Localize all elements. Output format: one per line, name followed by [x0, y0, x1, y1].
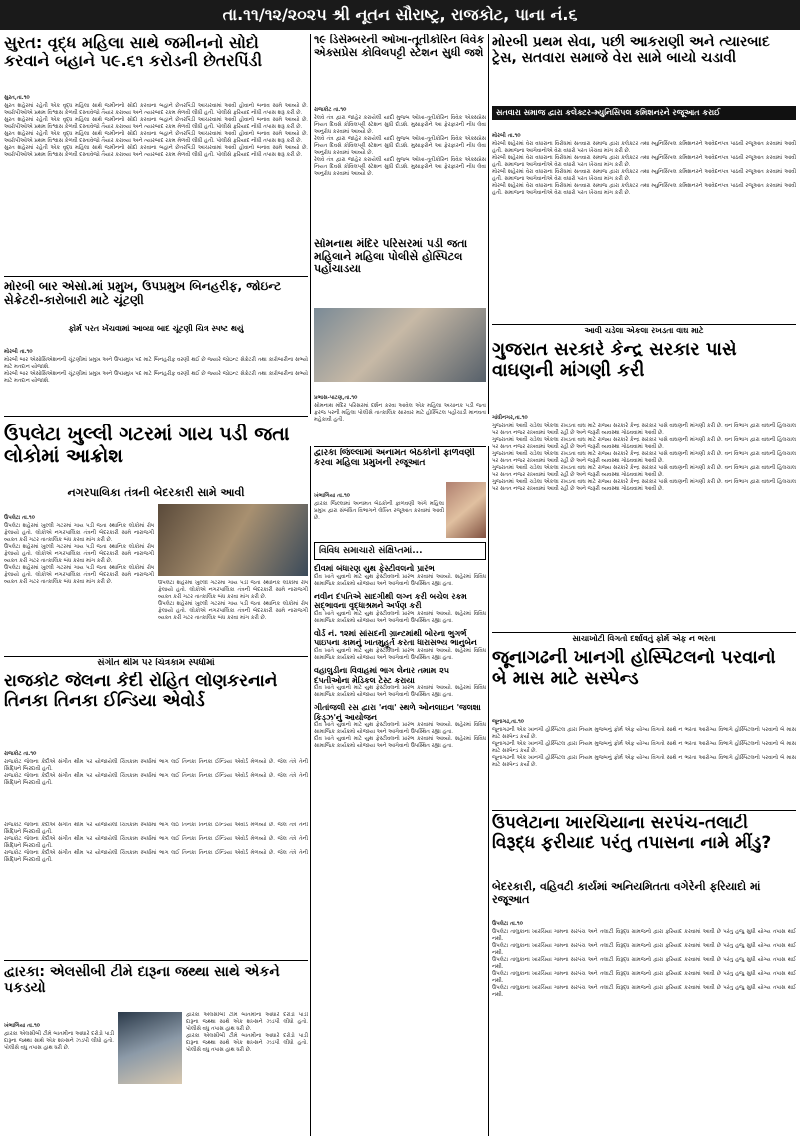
masthead: તા.૧૧/૧૨/૨૦૨૫ શ્રી નૂતન સૌરાષ્ટ્ર, રાજકોટ, પાના નં.૬: [0, 0, 800, 30]
surat-body-2: સુરત શહેરમાં રહેતી એક વૃદ્ધ મહિલા સાથે જમીનનો સોદો કરવાના બહાને છેતરપિંડી આચરવામાં આવી હોવાનો બનાવ સામે આવ્યો છે. આરોપીઓએ પ્રથમ વિશ્વાસ કેળવી દસ્તાવેજો તૈયાર કરાવ્યા અને ત્યારબાદ રકમ મેળવી લીધી હતી. પોલીસે ફરિયાદ નોંધી તપાસ શરૂ કરી છે.: [4, 117, 308, 130]
lion-article: [492, 404, 796, 630]
upleta-cow-article-2: [158, 580, 308, 650]
somnath-headline-box: [314, 238, 486, 308]
dwarka-lcb-body: દ્વારકા એલસીબી ટીમે બાતમીના આધારે દરોડો પાડી દારૂના જથ્થા સાથે એક શખ્સને ઝડપી લીધો હતો. પોલીસે વધુ તપાસ હાથ ધરી છે.: [4, 1031, 114, 1051]
somnath-body: સોમનાથ મંદિર પરિસરમાં દર્શન કરવા આવેલ એક મહિલા અચાનક પડી જતા ફરજ પરની મહિલા પોલીસે તાત્કાલિક સારવાર માટે હોસ્પિટલ પહોંચાડી માનવતા મહેકાવી હતી.: [314, 403, 486, 423]
morbi-first-headline: મોરબી પ્રથમ સેવા, પછી આકરાણી અને ત્યારબાદ ટ્રેસ, સતવારા સમાજે વેરા સામે બાયો ચડાવી: [492, 34, 770, 67]
upleta-sarpanch-subhead: બેદરકારી, વહિવટી કાર્યમાં અનિયમિતતા વગેરેની ફરિયાદો માં રજૂઆત: [492, 880, 761, 907]
upleta-cow-body-5: ઉપલેટા શહેરમાં ખુલ્લી ગટરમાં ગાય પડી જતા સ્થાનિક લોકોમાં રોષ ફેલાયો હતો. લોકોએ નગરપાલિકા તંત્રની બેદરકારી સામે નારાજગી વ્યક્ત કરી ગટર તાત્કાલિક બંધ કરવા માંગ કરી છે.: [158, 601, 308, 621]
brief-item1-title: દીવમાં બંધારણ યુથ ફેસ્ટીવલનો પ્રારંભ: [314, 564, 435, 573]
somnath-headline: સોમનાથ મંદિર પરિસરમાં પડી જતા મહિલાને મહિલા પોલીસે હોસ્પિટલ પહોંચાડયા: [314, 238, 468, 276]
rajkot-jail-headline-box: [4, 672, 308, 738]
upleta-cow-subhead: નગરપાલિકા તંત્રની બેદરકારી સામે આવી: [67, 486, 245, 499]
section-rule: [314, 446, 486, 447]
dwarka-lcb-headline: દ્વારકા: એલસીબી ટીમે દારૂના જથ્થા સાથે એકને પકડયો: [4, 964, 280, 997]
junagadh-kicker: સાચાખોટી વિગતો દર્શાવતું ફોર્મ એફ ન ભરતા: [572, 634, 716, 643]
morbi-first-subhead: સતવારા સમાજ દ્વારા કલેક્ટર-મ્યુનિસિપલ કમિશનરને રજૂઆત કરાઈ: [492, 106, 796, 120]
upleta-sarpanch-body-4: ઉપલેટા તાલુકાના ખારચિયા ગામના સરપંચ અને તલાટી વિરૂદ્ધ ગ્રામજનો દ્વારા ફરિયાદ કરવામાં આવી છે પરંતુ હજુ સુધી યોગ્ય તપાસ થઈ નથી.: [492, 971, 796, 984]
column-rule: [488, 446, 489, 1136]
rajkot-jail-body-5: રાજકોટ જેલના કેદીએ સંગીત થીમ પર યોજાયેલી ચિત્રકામ સ્પર્ધામાં ભાગ લઈ તિનકા તિનકા ઈન્ડિયા એવોર્ડ મેળવ્યો છે. જેલ તંત્રે તેની સિદ્ધિને બિરદાવી હતી.: [4, 850, 308, 863]
upleta-sarpanch-article: [492, 910, 796, 1132]
lion-kicker-box: [492, 326, 796, 338]
rajkot-jail-body-2: રાજકોટ જેલના કેદીએ સંગીત થીમ પર યોજાયેલી ચિત્રકામ સ્પર્ધામાં ભાગ લઈ તિનકા તિનકા ઈન્ડિયા એવોર્ડ મેળવ્યો છે. જેલ તંત્રે તેની સિદ્ધિને બિરદાવી હતી.: [4, 773, 308, 786]
upleta-sarpanch-body-3: ઉપલેટા તાલુકાના ખારચિયા ગામના સરપંચ અને તલાટી વિરૂદ્ધ ગ્રામજનો દ્વારા ફરિયાદ કરવામાં આવી છે પરંતુ હજુ સુધી યોગ્ય તપાસ થઈ નથી.: [492, 957, 796, 970]
brief-item3-title: વોર્ડ નં. ૧૨માં સાંસદની ગ્રાન્ટમાંથી બોરના ભુગર્ભ પાઇપના કામનું ખાતમુહૂર્ત કરતા ધારાસભ્ય ભાનુબેન: [314, 628, 477, 648]
dwarka-lcb-photo: [118, 1012, 182, 1084]
dwarka-women-portrait: [446, 482, 486, 538]
brief-item2-body: દીવ ખાતે યુવાનો માટે યુથ ફેસ્ટીવલનો પ્રારંભ કરવામાં આવ્યો. શહેરમાં વિવિધ સામાજિક કાર્યક્રમો યોજાયા અને આગેવાનો ઉપસ્થિત રહ્યા હતા.: [314, 610, 486, 624]
upleta-cow-article: [4, 504, 154, 654]
okha-article: [314, 96, 486, 236]
morbi-bar-subhead: ફોર્મ પરત ખેંચવામાં આવ્યા બાદ ચૂંટણી ચિત્ર સ્પષ્ટ થયું: [68, 324, 244, 333]
lion-body: ગુજરાતમાં આવી ચડેલા એકલા રખડતા વાઘ માટે રાજ્ય સરકારે કેન્દ્ર સરકાર પાસે વાઘણની માંગણી કરી છે. વન વિભાગ દ્વારા વાઘની હિલચાલ પર સતત નજર રાખવામાં આવી રહી છે અને જરૂરી વ્યવસ્થા ગોઠવવામાં આવી છે.: [492, 423, 796, 436]
rajkot-jail-dateline: રાજકોટ તા.૧૦: [4, 751, 37, 757]
morbi-bar-headline-box: [4, 280, 308, 322]
lion-headline: ગુજરાત સરકારે કેન્દ્ર સરકાર પાસે વાઘણની માંગણી કરી: [492, 340, 737, 381]
upleta-cow-photo: [158, 504, 308, 576]
okha-body-3: રેલવે તંત્ર દ્વારા જાહેર કરાયેલી યાદી મુજબ ઓખા-તૂતીકોરિન વિવેક એક્સપ્રેસ નિયત દિવસે કોવિલપટ્ટી સ્ટેશન સુધી દોડશે. મુસાફરોને આ ફેરફારની નોંધ લેવા અનુરોધ કરવામાં આવ્યો છે.: [314, 157, 486, 177]
brief-column: [314, 562, 486, 1136]
lion-headline-box: [492, 340, 796, 402]
morbi-bar-body: મોરબી બાર એસોસિએશનની ચૂંટણીમાં પ્રમુખ અને ઉપપ્રમુખ પદ માટે બિનહરીફ વરણી થઈ છે જ્યારે જોઇન્ટ સેક્રેટરી તથા કારોબારીના સભ્યો માટે મતદાન યોજાશે.: [4, 357, 308, 370]
okha-headline-box: [314, 34, 486, 96]
junagadh-headline-box: [492, 648, 796, 706]
dwarka-lcb-article-2: [186, 1012, 308, 1130]
upleta-sarpanch-body: ઉપલેટા તાલુકાના ખારચિયા ગામના સરપંચ અને તલાટી વિરૂદ્ધ ગ્રામજનો દ્વારા ફરિયાદ કરવામાં આવી છે પરંતુ હજુ સુધી યોગ્ય તપાસ થઈ નથી.: [492, 929, 796, 942]
morbi-first-headline-box: [492, 34, 796, 104]
somnath-dateline: પ્રભાસ-પાટણ,તા.૧૦: [314, 395, 358, 401]
dwarka-lcb-body-2: દ્વારકા એલસીબી ટીમે બાતમીના આધારે દરોડો પાડી દારૂના જથ્થા સાથે એક શખ્સને ઝડપી લીધો હતો. પોલીસે વધુ તપાસ હાથ ધરી છે.: [186, 1012, 308, 1032]
dwarka-women-dateline: ખંભાળિયા તા.૧૦: [314, 493, 350, 499]
junagadh-headline: જૂનાગઢની ખાનગી હોસ્પિટલનો પરવાનો બે માસ માટે સસ્પેન્ડ: [492, 648, 776, 689]
upleta-cow-subhead-box: [4, 486, 308, 502]
rajkot-jail-body: રાજકોટ જેલના કેદીએ સંગીત થીમ પર યોજાયેલી ચિત્રકામ સ્પર્ધામાં ભાગ લઈ તિનકા તિનકા ઈન્ડિયા એવોર્ડ મેળવ્યો છે. જેલ તંત્રે તેની સિદ્ધિને બિરદાવી હતી.: [4, 759, 308, 772]
brief-item5-body-2: દીવ ખાતે યુવાનો માટે યુથ ફેસ્ટીવલનો પ્રારંભ કરવામાં આવ્યો. શહેરમાં વિવિધ સામાજિક કાર્યક્રમો યોજાયા અને આગેવાનો ઉપસ્થિત રહ્યા હતા.: [314, 736, 486, 750]
upleta-sarpanch-body-5: ઉપલેટા તાલુકાના ખારચિયા ગામના સરપંચ અને તલાટી વિરૂદ્ધ ગ્રામજનો દ્વારા ફરિયાદ કરવામાં આવી છે પરંતુ હજુ સુધી યોગ્ય તપાસ થઈ નથી.: [492, 985, 796, 998]
upleta-cow-body-4: ઉપલેટા શહેરમાં ખુલ્લી ગટરમાં ગાય પડી જતા સ્થાનિક લોકોમાં રોષ ફેલાયો હતો. લોકોએ નગરપાલિકા તંત્રની બેદરકારી સામે નારાજગી વ્યક્ત કરી ગટર તાત્કાલિક બંધ કરવા માંગ કરી છે.: [158, 580, 308, 600]
morbi-first-body: મોરબી શહેરમાં વેરા વધારાના વિરોધમાં સતવારા સમાજ દ્વારા કલેક્ટર તથા મ્યુનિસિપલ કમિશનરને આવેદનપત્ર પાઠવી રજૂઆત કરવામાં આવી હતી. સમાજના આગેવાનોએ વેરા વધારો પરત ખેંચવા માંગ કરી છે.: [492, 141, 796, 154]
section-rule: [492, 324, 796, 325]
column-rule: [310, 34, 311, 414]
rajkot-jail-kicker: સંગીત થીમ પર ચિત્રકામ સ્પર્ધામાં: [97, 658, 215, 668]
dwarka-women-headline-box: [314, 448, 486, 480]
morbi-bar-article: [4, 338, 308, 416]
upleta-cow-headline: ઉપલેટા ખુલ્લી ગટરમાં ગાય પડી જતા લોકોમાં આક્રોશ: [4, 424, 290, 467]
surat-headline-box: [4, 34, 308, 82]
somnath-photo: [314, 308, 486, 382]
surat-body-4: સુરત શહેરમાં રહેતી એક વૃદ્ધ મહિલા સાથે જમીનનો સોદો કરવાના બહાને છેતરપિંડી આચરવામાં આવી હોવાનો બનાવ સામે આવ્યો છે. આરોપીઓએ પ્રથમ વિશ્વાસ કેળવી દસ્તાવેજો તૈયાર કરાવ્યા અને ત્યારબાદ રકમ મેળવી લીધી હતી. પોલીસે ફરિયાદ નોંધી તપાસ શરૂ કરી છે.: [4, 145, 308, 158]
upleta-cow-body: ઉપલેટા શહેરમાં ખુલ્લી ગટરમાં ગાય પડી જતા સ્થાનિક લોકોમાં રોષ ફેલાયો હતો. લોકોએ નગરપાલિકા તંત્રની બેદરકારી સામે નારાજગી વ્યક્ત કરી ગટર તાત્કાલિક બંધ કરવા માંગ કરી છે.: [4, 523, 154, 543]
section-rule: [4, 960, 308, 961]
morbi-bar-subhead-box: [4, 324, 308, 336]
morbi-bar-dateline: મોરબી તા.૧૦: [4, 349, 33, 355]
upleta-cow-body-2: ઉપલેટા શહેરમાં ખુલ્લી ગટરમાં ગાય પડી જતા સ્થાનિક લોકોમાં રોષ ફેલાયો હતો. લોકોએ નગરપાલિકા તંત્રની બેદરકારી સામે નારાજગી વ્યક્ત કરી ગટર તાત્કાલિક બંધ કરવા માંગ કરી છે.: [4, 544, 154, 564]
okha-headline: ૧૯ ડિસેમ્બરની ઓખા-તૂતીકોરિન વિવેક એક્સપ્રેસ કોવિલપટ્ટી સ્ટેશન સુધી જશે: [314, 34, 485, 59]
junagadh-dateline: જૂનાગઢ,તા.૧૦: [492, 719, 524, 725]
morbi-bar-headline: મોરબી બાર એસો.માં પ્રમુખ, ઉપપ્રમુખ બિનહરીફ, જોઇન્ટ સેક્રેટરી-કારોબારી માટે ચૂંટણી: [4, 280, 282, 307]
okha-dateline: રાજકોટ તા.૧૦: [314, 107, 347, 113]
section-rule: [4, 656, 308, 657]
brief-item4-title: વહાલુડીના વિવાહમાં ભાગ લેનાર તમામ ૨૫ દંપતીઓના મેડિકલ ટેસ્ટ કરાયા: [314, 665, 450, 685]
rajkot-jail-article-2: [4, 822, 308, 958]
lion-body-5: ગુજરાતમાં આવી ચડેલા એકલા રખડતા વાઘ માટે રાજ્ય સરકારે કેન્દ્ર સરકાર પાસે વાઘણની માંગણી કરી છે. વન વિભાગ દ્વારા વાઘની હિલચાલ પર સતત નજર રાખવામાં આવી રહી છે અને જરૂરી વ્યવસ્થા ગોઠવવામાં આવી છે.: [492, 479, 796, 492]
rajkot-jail-kicker-box: [4, 658, 308, 670]
upleta-sarpanch-headline: ઉપલેટાના ખારચિયાના સરપંચ-તલાટી વિરૂદ્ધ ફરીયાદ પરંતુ તપાસના નામે મીંડુ?: [492, 814, 772, 853]
morbi-first-body-4: મોરબી શહેરમાં વેરા વધારાના વિરોધમાં સતવારા સમાજ દ્વારા કલેક્ટર તથા મ્યુનિસિપલ કમિશનરને આવેદનપત્ર પાઠવી રજૂઆત કરવામાં આવી હતી. સમાજના આગેવાનોએ વેરા વધારો પરત ખેંચવા માંગ કરી છે.: [492, 183, 796, 196]
morbi-first-body-2: મોરબી શહેરમાં વેરા વધારાના વિરોધમાં સતવારા સમાજ દ્વારા કલેક્ટર તથા મ્યુનિસિપલ કમિશનરને આવેદનપત્ર પાઠવી રજૂઆત કરવામાં આવી હતી. સમાજના આગેવાનોએ વેરા વધારો પરત ખેંચવા માંગ કરી છે.: [492, 155, 796, 168]
lion-body-3: ગુજરાતમાં આવી ચડેલા એકલા રખડતા વાઘ માટે રાજ્ય સરકારે કેન્દ્ર સરકાર પાસે વાઘણની માંગણી કરી છે. વન વિભાગ દ્વારા વાઘની હિલચાલ પર સતત નજર રાખવામાં આવી રહી છે અને જરૂરી વ્યવસ્થા ગોઠવવામાં આવી છે.: [492, 451, 796, 464]
junagadh-kicker-box: [492, 634, 796, 646]
junagadh-body-2: જૂનાગઢની એક ખાનગી હોસ્પિટલ દ્વારા નિયમ મુજબનું ફોર્મ એફ યોગ્ય વિગતો સાથે ન ભરતા આરોગ્ય વિભાગે હોસ્પિટલનો પરવાનો બે માસ માટે સસ્પેન્ડ કર્યો છે.: [492, 741, 796, 754]
upleta-sarpanch-dateline: ઉપલેટા તા.૧૦: [492, 921, 523, 927]
dwarka-women-headline: દ્વારકા જિલ્લામાં અનામત બેઠકોની ફાળવણી કરવા મહિલા પ્રમુખની રજૂઆત: [314, 448, 475, 469]
section-rule: [492, 810, 796, 811]
lion-body-4: ગુજરાતમાં આવી ચડેલા એકલા રખડતા વાઘ માટે રાજ્ય સરકારે કેન્દ્ર સરકાર પાસે વાઘણની માંગણી કરી છે. વન વિભાગ દ્વારા વાઘની હિલચાલ પર સતત નજર રાખવામાં આવી રહી છે અને જરૂરી વ્યવસ્થા ગોઠવવામાં આવી છે.: [492, 465, 796, 478]
brief-banner: વિવિધ સમાચારો સંક્ષિપ્તમાં...: [314, 542, 486, 560]
brief-item2-title: નવીન દંપતિએ સાદગીથી લગ્ન કરી બચેલ રકમ સદ્ભાવના વૃદ્ધાશ્રમને અર્પણ કરી: [314, 591, 467, 611]
junagadh-body-3: જૂનાગઢની એક ખાનગી હોસ્પિટલ દ્વારા નિયમ મુજબનું ફોર્મ એફ યોગ્ય વિગતો સાથે ન ભરતા આરોગ્ય વિભાગે હોસ્પિટલનો પરવાનો બે માસ માટે સસ્પેન્ડ કર્યો છે.: [492, 755, 796, 768]
junagadh-body: જૂનાગઢની એક ખાનગી હોસ્પિટલ દ્વારા નિયમ મુજબનું ફોર્મ એફ યોગ્ય વિગતો સાથે ન ભરતા આરોગ્ય વિભાગે હોસ્પિટલનો પરવાનો બે માસ માટે સસ્પેન્ડ કર્યો છે.: [492, 727, 796, 740]
upleta-cow-body-3: ઉપલેટા શહેરમાં ખુલ્લી ગટરમાં ગાય પડી જતા સ્થાનિક લોકોમાં રોષ ફેલાયો હતો. લોકોએ નગરપાલિકા તંત્રની બેદરકારી સામે નારાજગી વ્યક્ત કરી ગટર તાત્કાલિક બંધ કરવા માંગ કરી છે.: [4, 565, 154, 585]
section-rule: [492, 632, 796, 633]
morbi-first-body-3: મોરબી શહેરમાં વેરા વધારાના વિરોધમાં સતવારા સમાજ દ્વારા કલેક્ટર તથા મ્યુનિસિપલ કમિશનરને આવેદનપત્ર પાઠવી રજૂઆત કરવામાં આવી હતી. સમાજના આગેવાનોએ વેરા વધારો પરત ખેંચવા માંગ કરી છે.: [492, 169, 796, 182]
upleta-cow-dateline: ઉપલેટા તા.૧૦: [4, 515, 35, 521]
surat-article: [4, 84, 308, 274]
column-rule: [488, 34, 489, 414]
brief-item5-title: ગીતાંજલી રસ દ્વારા 'નવા' સ્થળે ઓનલાઇન 'જલશા કિડ્ઝ'નું આયોજન: [314, 703, 481, 722]
junagadh-article: [492, 708, 796, 808]
rajkot-jail-body-3: રાજકોટ જેલના કેદીએ સંગીત થીમ પર યોજાયેલી ચિત્રકામ સ્પર્ધામાં ભાગ લઈ તિનકા તિનકા ઈન્ડિયા એવોર્ડ મેળવ્યો છે. જેલ તંત્રે તેની સિદ્ધિને બિરદાવી હતી.: [4, 822, 308, 835]
dwarka-lcb-headline-box: [4, 964, 308, 1010]
lion-body-2: ગુજરાતમાં આવી ચડેલા એકલા રખડતા વાઘ માટે રાજ્ય સરકારે કેન્દ્ર સરકાર પાસે વાઘણની માંગણી કરી છે. વન વિભાગ દ્વારા વાઘની હિલચાલ પર સતત નજર રાખવામાં આવી રહી છે અને જરૂરી વ્યવસ્થા ગોઠવવામાં આવી છે.: [492, 437, 796, 450]
somnath-article: [314, 384, 486, 444]
rajkot-jail-body-4: રાજકોટ જેલના કેદીએ સંગીત થીમ પર યોજાયેલી ચિત્રકામ સ્પર્ધામાં ભાગ લઈ તિનકા તિનકા ઈન્ડિયા એવોર્ડ મેળવ્યો છે. જેલ તંત્રે તેની સિદ્ધિને બિરદાવી હતી.: [4, 836, 308, 849]
dwarka-women-body: દ્વારકા જિલ્લામાં અનામત બેઠકોની ફાળવણી અંગે મહિલા પ્રમુખ દ્વારા સંબંધિત વિભાગને લેખિત રજૂઆત કરવામાં આવી છે.: [314, 501, 444, 521]
brief-item1-body: દીવ ખાતે યુવાનો માટે યુથ ફેસ્ટીવલનો પ્રારંભ કરવામાં આવ્યો. શહેરમાં વિવિધ સામાજિક કાર્યક્રમો યોજાયા અને આગેવાનો ઉપસ્થિત રહ્યા હતા.: [314, 573, 486, 587]
dwarka-women-article: [314, 482, 444, 540]
upleta-cow-headline-box: [4, 424, 308, 484]
section-rule: [4, 416, 308, 417]
lion-dateline: ગાંધીનગર,તા.૧૦: [492, 415, 528, 421]
brief-item5-body: દીવ ખાતે યુવાનો માટે યુથ ફેસ્ટીવલનો પ્રારંભ કરવામાં આવ્યો. શહેરમાં વિવિધ સામાજિક કાર્યક્રમો યોજાયા અને આગેવાનો ઉપસ્થિત રહ્યા હતા.: [314, 722, 486, 736]
upleta-sarpanch-body-2: ઉપલેટા તાલુકાના ખારચિયા ગામના સરપંચ અને તલાટી વિરૂદ્ધ ગ્રામજનો દ્વારા ફરિયાદ કરવામાં આવી છે પરંતુ હજુ સુધી યોગ્ય તપાસ થઈ નથી.: [492, 943, 796, 956]
morbi-bar-body-2: મોરબી બાર એસોસિએશનની ચૂંટણીમાં પ્રમુખ અને ઉપપ્રમુખ પદ માટે બિનહરીફ વરણી થઈ છે જ્યારે જોઇન્ટ સેક્રેટરી તથા કારોબારીના સભ્યો માટે મતદાન યોજાશે.: [4, 371, 308, 384]
dwarka-lcb-dateline: ખંભાળિયા તા.૧૦: [4, 1023, 40, 1029]
dwarka-lcb-body-3: દ્વારકા એલસીબી ટીમે બાતમીના આધારે દરોડો પાડી દારૂના જથ્થા સાથે એક શખ્સને ઝડપી લીધો હતો. પોલીસે વધુ તપાસ હાથ ધરી છે.: [186, 1033, 308, 1053]
surat-headline: સુરત: વૃદ્ધ મહિલા સાથે જમીનનો સોદો કરવાને બહાને ૫૯.૬૧ કરોડની છેતરપિંડી: [4, 34, 263, 71]
morbi-first-dateline: મોરબી તા.૧૦: [492, 133, 521, 139]
upleta-sarpanch-subhead-box: [492, 880, 796, 908]
column-rule: [310, 446, 311, 1136]
surat-body: સુરત શહેરમાં રહેતી એક વૃદ્ધ મહિલા સાથે જમીનનો સોદો કરવાના બહાને છેતરપિંડી આચરવામાં આવી હોવાનો બનાવ સામે આવ્યો છે. આરોપીઓએ પ્રથમ વિશ્વાસ કેળવી દસ્તાવેજો તૈયાર કરાવ્યા અને ત્યારબાદ રકમ મેળવી લીધી હતી. પોલીસે ફરિયાદ નોંધી તપાસ શરૂ કરી છે.: [4, 103, 308, 116]
rajkot-jail-article: [4, 740, 308, 820]
morbi-first-article: [492, 122, 796, 322]
lion-kicker: આવી ચડેલા એકલા રખડતા વાઘ માટે: [584, 326, 704, 335]
brief-item3-body: દીવ ખાતે યુવાનો માટે યુથ ફેસ્ટીવલનો પ્રારંભ કરવામાં આવ્યો. શહેરમાં વિવિધ સામાજિક કાર્યક્રમો યોજાયા અને આગેવાનો ઉપસ્થિત રહ્યા હતા.: [314, 647, 486, 661]
rajkot-jail-headline: રાજકોટ જેલના કેદી રોહિત લોણકરનાને તિનકા તિનકા ઈન્ડિયા એવોર્ડ: [4, 672, 278, 711]
section-rule: [4, 276, 308, 277]
okha-body: રેલવે તંત્ર દ્વારા જાહેર કરાયેલી યાદી મુજબ ઓખા-તૂતીકોરિન વિવેક એક્સપ્રેસ નિયત દિવસે કોવિલપટ્ટી સ્ટેશન સુધી દોડશે. મુસાફરોને આ ફેરફારની નોંધ લેવા અનુરોધ કરવામાં આવ્યો છે.: [314, 115, 486, 135]
surat-dateline: સુરત,તા.૧૦: [4, 95, 30, 101]
okha-body-2: રેલવે તંત્ર દ્વારા જાહેર કરાયેલી યાદી મુજબ ઓખા-તૂતીકોરિન વિવેક એક્સપ્રેસ નિયત દિવસે કોવિલપટ્ટી સ્ટેશન સુધી દોડશે. મુસાફરોને આ ફેરફારની નોંધ લેવા અનુરોધ કરવામાં આવ્યો છે.: [314, 136, 486, 156]
brief-item4-body: દીવ ખાતે યુવાનો માટે યુથ ફેસ્ટીવલનો પ્રારંભ કરવામાં આવ્યો. શહેરમાં વિવિધ સામાજિક કાર્યક્રમો યોજાયા અને આગેવાનો ઉપસ્થિત રહ્યા હતા.: [314, 685, 486, 699]
surat-body-3: સુરત શહેરમાં રહેતી એક વૃદ્ધ મહિલા સાથે જમીનનો સોદો કરવાના બહાને છેતરપિંડી આચરવામાં આવી હોવાનો બનાવ સામે આવ્યો છે. આરોપીઓએ પ્રથમ વિશ્વાસ કેળવી દસ્તાવેજો તૈયાર કરાવ્યા અને ત્યારબાદ રકમ મેળવી લીધી હતી. પોલીસે ફરિયાદ નોંધી તપાસ શરૂ કરી છે.: [4, 131, 308, 144]
dwarka-lcb-article: [4, 1012, 114, 1130]
upleta-sarpanch-headline-box: [492, 814, 796, 878]
